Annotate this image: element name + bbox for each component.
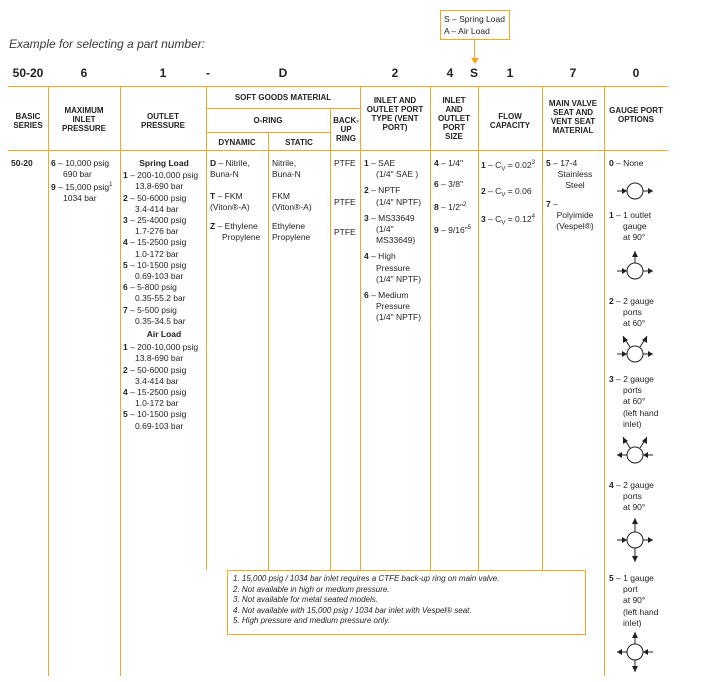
footnotes-box bbox=[227, 570, 586, 635]
footnote: 4. Not available with 15,000 psig / 1034 bar inlet with Vespel® seat. bbox=[233, 605, 472, 615]
list-item-bar: 1.7-276 bar bbox=[135, 226, 179, 237]
gauge-diagram-2 bbox=[615, 332, 655, 370]
soft-goods-row bbox=[210, 158, 360, 191]
gauge-options bbox=[609, 158, 669, 169]
header-soft-goods: SOFT GOODS MATERIAL bbox=[234, 93, 332, 102]
port-type-item: 6 – Medium Pressure (1/4" NPTF) bbox=[364, 290, 422, 323]
gauge-option-3: 3 – 2 gauge ports at 60° (left hand inlet) bbox=[609, 374, 659, 429]
example-heading: Example for selecting a part number: bbox=[9, 37, 206, 51]
footnote: 2. Not available in high or medium pressure. bbox=[233, 584, 390, 594]
pn-port-size: 4 bbox=[446, 66, 454, 80]
backup-ring-material: PTFE bbox=[334, 227, 356, 237]
gauge-option-2: 2 – 2 gauge ports at 60° bbox=[609, 296, 654, 329]
list-item-line: (Vespel®) bbox=[556, 221, 594, 232]
pn-outlet: 1 bbox=[159, 66, 167, 80]
rule-soft-goods bbox=[206, 108, 360, 109]
soft-goods-list bbox=[210, 158, 360, 251]
air-load-title: Air Load bbox=[146, 329, 182, 340]
list-item: 5 – 17-4 bbox=[546, 158, 578, 168]
list-item: 9 – 15,000 psig$^1$ bbox=[51, 182, 113, 193]
port-type-item: 2 – NPTF (1/4" NPTF) bbox=[364, 185, 422, 207]
gauge-diagram-4 bbox=[617, 515, 653, 565]
header-static: STATIC bbox=[285, 138, 313, 147]
list-item-bar: 3.4-414 bar bbox=[135, 375, 179, 386]
list-item: 5 – 10-1500 psig bbox=[123, 259, 187, 270]
gauge-none-icon bbox=[617, 176, 653, 206]
header-max-inlet: MAXIMUM INLET PRESSURE bbox=[61, 106, 106, 133]
list-item-bar: 1.0-172 bar bbox=[135, 248, 179, 259]
footnote: 5. High pressure and medium pressure only. bbox=[233, 616, 390, 625]
header-port-type: INLET AND OUTLET PORT TYPE (VENT PORT) bbox=[366, 96, 424, 132]
rule-header-bottom bbox=[8, 150, 668, 151]
list-item: 6 – 5-800 psig bbox=[123, 282, 177, 293]
air-load-list bbox=[123, 342, 205, 432]
list-item-bar: 0.35-34.5 bar bbox=[135, 315, 186, 326]
pn-gauge: 0 bbox=[632, 66, 640, 80]
spring-load-list bbox=[123, 170, 205, 327]
pn-inlet: 6 bbox=[80, 66, 88, 80]
port-size-item: 9 – 9/16"$^5$ bbox=[434, 225, 472, 236]
list-item: 4 – 15-2500 psig bbox=[123, 237, 187, 248]
gauge-diagram-5 bbox=[617, 630, 653, 674]
port-size-item: 8 – 1/2"$^2$ bbox=[434, 202, 467, 213]
port-type-item: 3 – MS33649 (1/4" MS33649) bbox=[364, 212, 416, 246]
gauge-diagram-none bbox=[617, 176, 653, 206]
pn-basic-series: 50-20 bbox=[12, 66, 44, 80]
list-item-bar: 0.69-103 bar bbox=[135, 420, 184, 431]
list-item-bar: 690 bar bbox=[63, 169, 92, 180]
list-item: 2 – 50-6000 psig bbox=[123, 192, 187, 203]
list-item-bar: 13.8-690 bar bbox=[135, 181, 184, 192]
port-size-item: 6 – 3/8" bbox=[434, 179, 464, 190]
col-divider bbox=[120, 86, 121, 676]
gauge-one-outlet-icon bbox=[617, 249, 653, 289]
pn-soft-goods: D bbox=[278, 66, 288, 80]
list-item: 7 – bbox=[546, 198, 558, 209]
port-type-item: 4 – High Pressure (1/4" NPTF) bbox=[364, 251, 422, 284]
header-port-size: INLET AND OUTLET PORT SIZE bbox=[438, 96, 470, 141]
gauge-diagram-3 bbox=[615, 431, 655, 471]
list-item-bar: 0.35-55.2 bar bbox=[135, 293, 186, 304]
col-divider bbox=[206, 86, 207, 570]
gauge-diagram-1 bbox=[617, 249, 653, 289]
header-seat-material: MAIN VALVE SEAT AND VENT SEAT MATERIAL bbox=[548, 99, 598, 135]
pn-dash: - bbox=[206, 66, 210, 80]
flow-list bbox=[481, 158, 543, 239]
footnote: 3. Not available for metal seated models. bbox=[233, 595, 378, 604]
pn-seat: 7 bbox=[569, 66, 577, 80]
col-divider bbox=[478, 86, 479, 570]
list-item: 4 – 15-2500 psig bbox=[123, 387, 187, 398]
footnote: 1. 15,000 psig / 1034 bar inlet requires a CTFE back-up ring on main valve. bbox=[233, 574, 500, 583]
callout-arrow-icon bbox=[471, 58, 479, 64]
col-divider bbox=[48, 86, 49, 676]
list-item: 6 – 10,000 psig bbox=[51, 158, 110, 168]
list-item-bar: 3.4-414 bar bbox=[135, 203, 179, 214]
col-divider bbox=[604, 86, 605, 676]
list-item-bar: 13.8-690 bar bbox=[135, 353, 184, 364]
list-item: 3 – 25-4000 psig bbox=[123, 215, 187, 226]
backup-ring-material: PTFE bbox=[334, 197, 356, 207]
callout-spring-load: S – Spring Load bbox=[444, 14, 505, 24]
list-item-line: Polyimide bbox=[556, 209, 594, 220]
list-item: 1 – 200-10,000 psig bbox=[123, 170, 199, 181]
callout-arrow-line bbox=[474, 40, 475, 60]
list-item: 2 – 50-6000 psig bbox=[123, 364, 187, 375]
gauge-two-60-icon bbox=[615, 332, 655, 370]
backup-ring-material: PTFE bbox=[334, 158, 356, 168]
spring-load-title: Spring Load bbox=[139, 158, 189, 168]
list-item: 5 – 10-1500 psig bbox=[123, 409, 187, 420]
gauge-option-0: 0 – None bbox=[609, 158, 644, 168]
list-item: 1 – 200-10,000 psig bbox=[123, 342, 199, 353]
gauge-option-5: 5 – 1 gauge port at 90° (left hand inlet) bbox=[609, 573, 659, 628]
list-item-line: Steel bbox=[565, 180, 585, 191]
gauge-option-1: 1 – 1 outlet gauge at 90° bbox=[609, 210, 652, 243]
gauge-two-90-icon bbox=[617, 515, 653, 565]
col-divider bbox=[360, 86, 361, 570]
list-item-bar: 0.69-103 bar bbox=[135, 271, 184, 282]
header-backup-ring: BACK-UP RING bbox=[333, 116, 359, 143]
static-material: Nitrile, Buna-N bbox=[272, 158, 301, 180]
port-size-item: 4 – 1/4" bbox=[434, 158, 464, 168]
soft-goods-row bbox=[210, 221, 360, 251]
static-material: Ethylene Propylene bbox=[272, 221, 311, 243]
callout-box bbox=[440, 10, 510, 40]
static-material: FKM (Viton®-A) bbox=[272, 191, 312, 213]
pn-port-type: 2 bbox=[391, 66, 399, 80]
header-dynamic: DYNAMIC bbox=[218, 138, 256, 147]
list-item: 7 – 5-500 psig bbox=[123, 304, 177, 315]
list-item-bar: 1.0-172 bar bbox=[135, 398, 179, 409]
pn-flow: 1 bbox=[506, 66, 514, 80]
callout-air-load: A – Air Load bbox=[444, 26, 490, 36]
dynamic-material: D – Nitrile, Buna-N bbox=[210, 158, 250, 180]
header-gauge-options: GAUGE PORT OPTIONS bbox=[609, 106, 663, 124]
header-outlet-pressure: OUTLET PRESSURE bbox=[140, 112, 185, 130]
port-type-item: 1 – SAE (1/4" SAE ) bbox=[364, 158, 419, 180]
pn-load-type: S bbox=[469, 66, 478, 80]
port-size-list bbox=[434, 158, 478, 246]
header-basic-series: BASIC SERIES bbox=[13, 112, 43, 130]
col-divider bbox=[430, 86, 431, 570]
basic-series-value: 50-20 bbox=[11, 158, 33, 168]
list-item-bar: 1034 bar bbox=[63, 193, 97, 204]
gauge-one-90-left-icon bbox=[617, 630, 653, 674]
soft-goods-row bbox=[210, 191, 360, 221]
gauge-two-60-left-icon bbox=[615, 431, 655, 471]
max-inlet-list bbox=[51, 158, 119, 205]
flow-item: $2 - C_V = 0.06$ bbox=[481, 185, 532, 199]
flow-item: $1 - C_V = 0.02^3$ bbox=[481, 159, 535, 173]
rule-top bbox=[8, 86, 668, 87]
gauge-option-4: 4 – 2 gauge ports at 90° bbox=[609, 480, 654, 513]
dynamic-material: Z – Ethylene Propylene bbox=[210, 221, 261, 243]
port-type-list bbox=[364, 158, 430, 329]
flow-item: $3 - C_V = 0.12^4$ bbox=[481, 213, 535, 227]
dynamic-material: T – FKM (Viton®-A) bbox=[210, 191, 250, 213]
header-o-ring: O-RING bbox=[253, 116, 283, 125]
outlet-pressure-list bbox=[123, 158, 205, 432]
header-flow-capacity: FLOW CAPACITY bbox=[489, 112, 531, 130]
list-item-line: Stainless bbox=[557, 169, 593, 180]
seat-list bbox=[546, 158, 604, 232]
